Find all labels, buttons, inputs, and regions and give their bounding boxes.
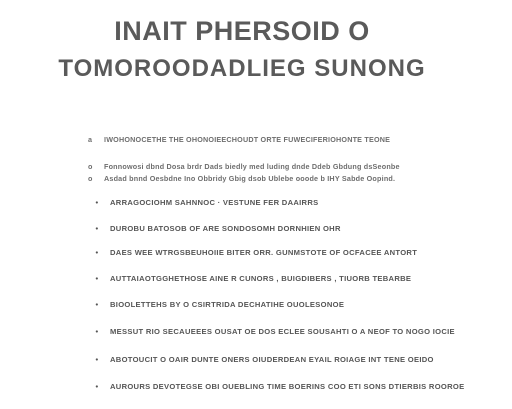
section-b-marker-1: o [88,162,93,171]
list-item-text: AUTTAIAOTGGHETHOSE AINE R CUNORS , BUIGDIBERS , TIUORB TEBARBE [110,274,412,283]
intro-marker: a [88,135,93,144]
bullet-icon: • [95,382,99,391]
list-item-text: DAES WEE WTRGSBEUHOIIE BITER ORR. GUNMSTOTE OF OCFACEE ANTORT [110,248,418,257]
list-item [93,274,453,284]
list-item [93,300,453,310]
section-b-text-2: Asdad bnnd Oesbdne Ino Obbridy Gbig dsob Ublebe ooode b IHY Sabde Oopind. [104,174,396,183]
list-item-text: AUROURS DEVOTEGSE OBI OUEBLING TIME BOERINS COO ETI SONS DTIERBIS ROOROE [110,382,465,391]
list-item-text: ABOTOUCIT O OAIR DUNTE ONERS OIUDERDEAN EYAIL ROIAGE INT TENE OEIDO [110,355,434,364]
bullet-icon: • [95,274,99,283]
document-title-line-2: TOMOROODADLIEG SUNONG [58,55,426,82]
list-item [93,327,453,337]
list-item [93,355,453,365]
bullet-icon: • [95,198,99,207]
list-item [93,248,453,258]
list-item-text: BIOOLETTEHS BY O CSIRTRIDA DECHATIHE OUOLESONOE [110,300,345,309]
section-b-line-1 [88,162,448,172]
list-item [93,382,465,392]
section-b-marker-2: o [88,174,93,183]
list-item-text: MESSUT RIO SECAUEEES OUSAT OE DOS ECLEE SOUSAHTI O A NEOF TO NOGO IOCIE [110,327,455,336]
bullet-icon: • [95,224,99,233]
document-title-line-1: INAIT PHERSOID O [114,16,370,46]
list-item-text: DUROBU BATOSOB OF ARE SONDOSOMH DORNHIEN OHR [110,224,341,233]
bullet-icon: • [95,355,99,364]
section-b-text-1: Fonnowosi dbnd Dosa brdr Dads biedly med luding dnde Ddeb Gbdung dsSeonbe [104,162,400,171]
section-b-line-2 [88,174,448,184]
list-item-text: ARRAGOCIOHM SAHNNOC · VESTUNE FER DAAIRRS [110,198,319,207]
bullet-icon: • [95,300,99,309]
bullet-icon: • [95,248,99,257]
list-item [93,224,453,234]
list-item [93,198,453,208]
intro-paragraph [88,135,428,145]
intro-text: IWOHONOCETHE THE OHONOIEECHOUDT ORTE FUWECIFERIOHONTE TEONE [104,135,391,144]
bullet-icon: • [95,327,99,336]
